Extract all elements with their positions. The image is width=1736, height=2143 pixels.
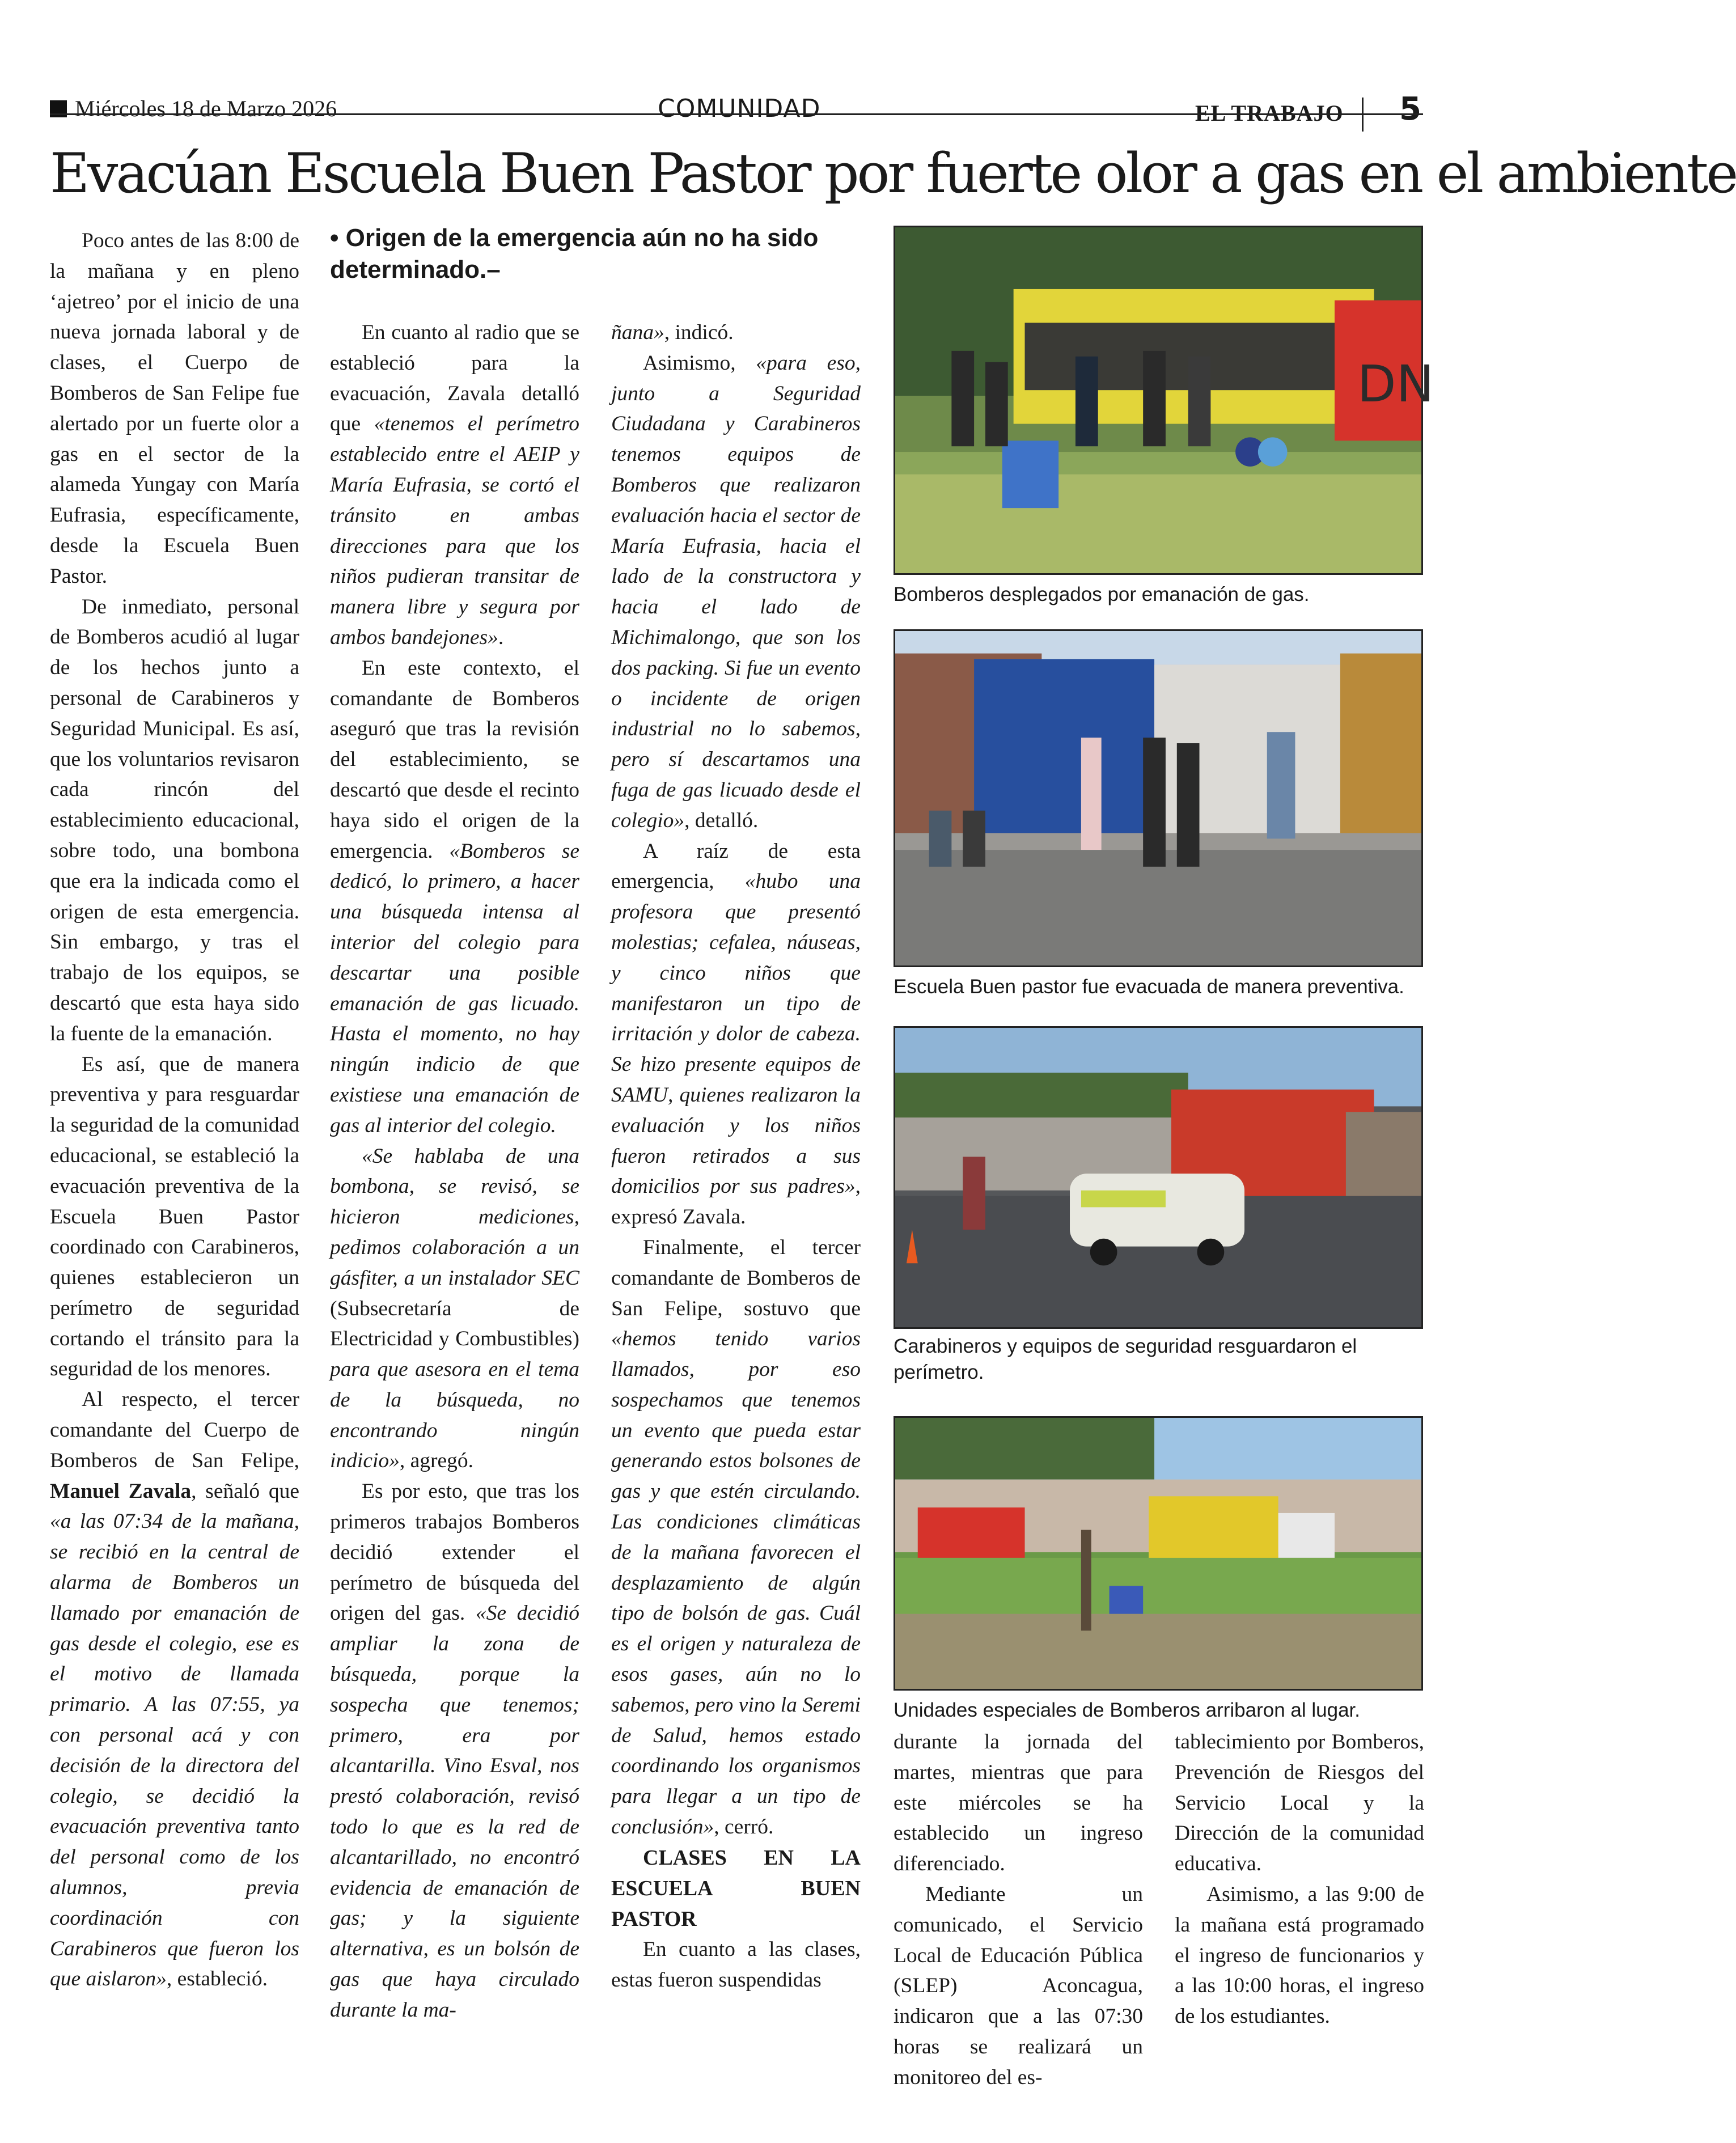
paragraph: Asimismo, a las 9:00 de la mañana está programado el ingreso de funcionarios y a las 10:00 horas, el ingreso de los estudiantes. [1175, 1882, 1424, 2028]
paragraph [611, 348, 861, 836]
text-run: Al respecto, el tercer comandante del Cuerpo de Bomberos de San Felipe, [50, 1388, 299, 1472]
article-column-4 [894, 1727, 1143, 2093]
text-run: En este contexto, el comandante de Bomberos aseguró que tras la revisión del establecimiento, se descartó que desde el recinto haya sido el origen de la emergencia. [330, 656, 579, 863]
text-run: , agregó. [399, 1449, 474, 1473]
photo-units-illustration [895, 1418, 1421, 1689]
paragraph [50, 1384, 299, 1994]
paragraph [330, 1141, 579, 1477]
paragraph: Es así, que de manera preventiva y para resguardar la seguridad de la comunidad educacional, se estableció la evacuación preventiva de la Escuela Buen Pastor coordinado con Carabineros, quienes establecieron un perímetro de seguridad cortando el tránsito para la seguridad de los menores. [50, 1052, 299, 1381]
photo-special-units [894, 1416, 1423, 1691]
text-run: En cuanto al radio que se estableció para la evacuación, Zavala detalló que [330, 321, 579, 436]
text-run: , señaló que [191, 1479, 299, 1503]
quote: para que asesora en el tema de la búsqueda, no encontrando ningún indicio» [330, 1358, 579, 1473]
paragraph [611, 836, 861, 1233]
text-run: , detalló. [684, 808, 759, 832]
photo-school-illustration [895, 631, 1421, 965]
svg-text:DN: DN [1357, 355, 1434, 414]
article-column-1 [50, 226, 299, 1994]
text-run: Asimismo, [643, 351, 756, 375]
photo-caption: Carabineros y equipos de seguridad resguardaron el perímetro. [894, 1335, 1357, 1383]
text-run: , indicó. [664, 321, 734, 344]
photo-firefighters-illustration [895, 227, 1434, 573]
photo-caption: Escuela Buen pastor fue evacuada de manera preventiva. [894, 976, 1404, 998]
section-heading: CLASES EN LA ESCUELA BUEN PASTOR [611, 1845, 861, 1931]
photo-caption: Unidades especiales de Bomberos arribaron al lugar. [894, 1699, 1360, 1721]
text-run: . [498, 625, 504, 649]
quote: «para eso, junto a Seguridad Ciudadana y Carabineros tenemos equipos de Bomberos que realizaron evaluación hacia el sector de María Eufrasia, hacia el lado de la constructora y hacia el lado de Michimalongo, que son los dos packing. Si fue un evento o incidente de origen industrial no lo sabemos, pero sí descartamos una fuga de gas licuado desde el colegio» [611, 351, 861, 832]
photo-perimeter [894, 1026, 1423, 1329]
paragraph: De inmediato, personal de Bomberos acudió al lugar de los hechos junto a personal de Carabineros y Seguridad Municipal. Es así, que los voluntarios revisaron cada rincón del establecimiento educacional, sobre todo, una bombona que era la indicada como el origen de esta emergencia. Sin embargo, y tras el trabajo de los equipos, se descartó que esta haya sido la fuente de la emanación. [50, 595, 299, 1045]
text-run: , estableció. [166, 1967, 268, 1991]
section-name: COMUNIDAD [658, 94, 821, 123]
photo-school-evacuation [894, 629, 1423, 967]
quote: ñana» [611, 321, 664, 344]
subheadline: • Origen de la emergencia aún no ha sido determinado.– [330, 224, 819, 283]
quote: «a las 07:34 de la mañana, se recibió en la central de alarma de Bomberos un llamado por emanación de gas desde el colegio, ese es el motivo de llamada primario. A las 07:55, ya con personal acá y con decisión de la directora del colegio, se decidió la evacuación preventiva tanto del personal como de los alumnos, previa coordinación con Carabineros que fueron los que aislaron» [50, 1510, 299, 1991]
text-run: (Subsecretaría de Electricidad y Combustibles) [330, 1297, 579, 1351]
paragraph [611, 317, 861, 348]
photo-perimeter-illustration [895, 1028, 1421, 1327]
header-rule [50, 113, 1423, 115]
paragraph: Mediante un comunicado, el Servicio Local de Educación Pública (SLEP) Aconcagua, indicaron que a las 07:30 horas se realizará un monitoreo del es- [894, 1882, 1143, 2089]
article-column-2 [330, 317, 579, 2026]
quote: «tenemos el perímetro establecido entre el AEIP y María Eufrasia, se cortó el tránsito en ambas direcciones para que los niños pudieran transitar de manera libre y segura por ambos bandejones» [330, 412, 579, 649]
photo-caption: Bomberos desplegados por emanación de gas. [894, 583, 1310, 605]
text-run: Finalmente, el tercer comandante de Bomberos de San Felipe, sostuvo que [611, 1235, 861, 1320]
paragraph: Poco antes de las 8:00 de la mañana y en pleno ‘ajetreo’ por el inicio de una nueva jornada laboral y de clases, el Cuerpo de Bomberos de San Felipe fue alertado por un fuerte olor a gas en el sector de la alameda Yungay con María Eufrasia, específicamente, desde la Escuela Buen Pastor. [50, 229, 299, 588]
paragraph [611, 1233, 861, 1843]
quote: «Se decidió ampliar la zona de búsqueda, porque la sospecha que tenemos; primero, era por alcantarilla. Vino Esval, nos prestó colaboración, revisó todo lo que es la red de alcantarillado, no encontró evidencia de emanación de gas; y la siguiente alternativa, es un bolsón de gas que haya circulado durante la ma- [330, 1602, 579, 2022]
quote: «hemos tenido varios llamados, por eso sospechamos que tenemos un evento que pueda estar generando estos bolsones de gas y que estén circulando. Las condiciones climáticas de la mañana favorecen el desplazamiento de algún tipo de bolsón de gas. Cuál es el origen y naturaleza de esos gases, aún no lo sabemos, pero vino la Seremi de Salud, hemos estado coordinando los organismos para llegar a un tipo de conclusión» [611, 1327, 861, 1839]
text-run: , cerró. [714, 1815, 774, 1839]
quote: «Bomberos se dedicó, lo primero, a hacer una búsqueda intensa al interior del colegio para descartar una posible emanación de gas licuado. Hasta el momento, no hay ningún indicio de que existiese una emanación de gas al interior del colegio. [330, 839, 580, 1137]
text-run: , expresó Zavala. [611, 1175, 861, 1229]
person-name: Manuel Zavala [50, 1479, 192, 1503]
text-run: Es por esto, que tras los primeros trabajos Bomberos decidió extender el perímetro de búsqueda del origen del gas. [330, 1480, 579, 1625]
page-number: 5 [1399, 91, 1421, 128]
photo-firefighters [894, 226, 1434, 575]
paragraph [330, 1476, 579, 2025]
text-run: A raíz de esta emergencia, [611, 839, 861, 893]
issue-date [50, 95, 337, 122]
paragraph: tablecimiento por Bomberos, Prevención de Riesgos del Servicio Local y la Dirección de la comunidad educativa. [1175, 1730, 1424, 1876]
paragraph [330, 653, 579, 1141]
paragraph: durante la jornada del martes, mientras que para este miércoles se ha establecido un ingreso diferenciado. [894, 1730, 1143, 1876]
paragraph [330, 317, 579, 653]
article-column-5 [1175, 1727, 1424, 2032]
headline: Evacúan Escuela Buen Pastor por fuerte olor a gas en el ambiente [50, 142, 1736, 205]
issue-date-text: Miércoles 18 de Marzo 2026 [75, 96, 337, 121]
quote: «Se hablaba de una bombona, se revisó, se hicieron mediciones, pedimos colaboración a un gásfiter, a un instalador SEC [330, 1144, 579, 1290]
paragraph: En cuanto a las clases, estas fueron suspendidas [611, 1937, 861, 1992]
quote: «hubo una profesora que presentó molestias; cefalea, náuseas, y cinco niños que manifestaron un tipo de irritación y dolor de cabeza. Se hizo presente equipos de SAMU, quienes realizaron la evaluación y los niños fueron retirados a sus domicilios por sus padres» [611, 870, 861, 1198]
newspaper-name: EL TRABAJO [1195, 100, 1344, 126]
article-column-3 [611, 317, 861, 1995]
